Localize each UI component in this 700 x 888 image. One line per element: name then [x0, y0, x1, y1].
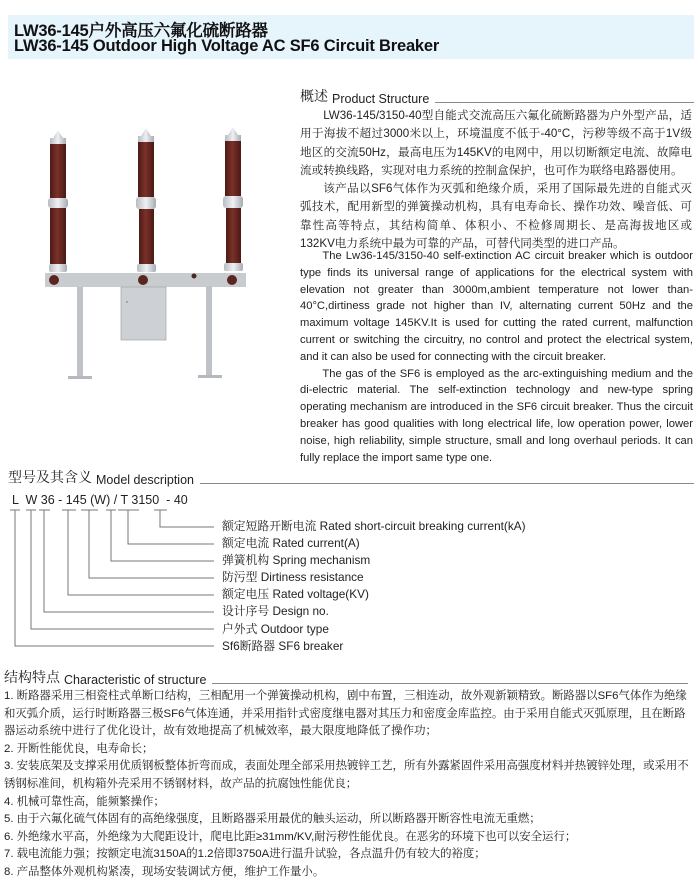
overview-text-zh	[300, 107, 692, 253]
overview-text-en	[300, 248, 693, 466]
meaning-zh: 额定电压	[222, 587, 270, 602]
heading-rule	[200, 483, 694, 484]
leader-line-breaking-current	[160, 510, 214, 527]
meaning-en: Outdoor type	[260, 621, 329, 636]
characteristics-heading-zh: 结构特点	[4, 669, 60, 685]
model-meaning-item	[222, 518, 526, 535]
code-part: 3150	[131, 493, 160, 507]
meaning-en: Design no.	[272, 604, 329, 619]
model-meaning-list	[222, 518, 526, 655]
meaning-zh: 额定电流	[222, 536, 270, 551]
overview-paragraph-zh: 该产品以SF6气体作为灭弧和绝缘介质，采用了国际最先进的自能式灭弧技术，配用新型的弹簧操动机构，具有电寿命长、操作功效、噪音低、可靠性高等特点，其结构简单、体积小、不检修周期长、是高海拔地区或132KV电力系统中最为可靠的产品，可替代同类型的进口产品。	[300, 182, 692, 251]
characteristics-heading	[4, 667, 688, 687]
page-title-en: LW36-145 Outdoor High Voltage AC SF6 Circuit Breaker	[14, 37, 440, 55]
meaning-en: Rated current(A)	[272, 536, 360, 551]
model-meaning-item	[222, 586, 526, 603]
meaning-zh: 防污型	[222, 570, 258, 585]
model-meaning-item	[222, 569, 526, 586]
meaning-zh: Sf6断路器	[222, 638, 276, 653]
heading-rule	[212, 683, 688, 684]
overview-heading	[300, 86, 694, 106]
product-image	[0, 60, 290, 390]
meaning-en: Spring mechanism	[272, 553, 371, 568]
code-part: (W)	[90, 493, 111, 507]
overview-paragraph-en: The gas of the SF6 is employed as the arc-extinguishing medium and the di-electric material. The self-extinction technology and new-type spring operating mechanism are introduced in the SF6 circuit breaker. Thus the circuit breaker has good qualities with long electrical life, low operation power, lower noise, high reliability, simple structure, small and long overhaul periods. It can fully replace the import same type one.	[300, 367, 693, 464]
code-part: 40	[173, 493, 188, 507]
code-part: -	[58, 493, 63, 507]
overview-heading-en: Product Structure	[332, 92, 430, 106]
meaning-en: SF6 breaker	[278, 638, 344, 653]
meaning-zh: 额定短路开断电流	[222, 519, 317, 533]
meaning-zh: 设计序号	[222, 604, 270, 619]
model-meaning-item	[222, 603, 526, 620]
model-meaning-item	[222, 552, 526, 569]
characteristic-item: 2. 开断性能优良，电寿命长；	[4, 742, 154, 755]
characteristics-list	[4, 688, 696, 882]
meaning-en: Dirtiness resistance	[260, 570, 364, 585]
characteristic-item: 1. 断路器采用三相瓷柱式单断口结构，三相配用一个弹簧操动机构，剧中布置，三相连动，故外观新颖精致。断路器以SF6气体作为绝缘和灭弧介质，运行时断路器三极SF6气体连通，并采用指针式密度继电器对其压力和密度金库监控。由于采用自能式灭弧原理，且在断路器运动系统中进行了优化设计，故有效地提高了机械效率，最大限度地降低了操作功；	[4, 690, 687, 738]
leader-line-outdoor	[31, 510, 214, 629]
characteristics-heading-en: Characteristic of structure	[64, 673, 207, 687]
overview-paragraph-en: The Lw36-145/3150-40 self-extinction AC circuit breaker which is outdoor type finds its universal range of applications for the electrical system with elevation not greater than 3000m,ambient temperature not lower than-40°C,dirtiness grade not higher than IV, alternating current 50Hz and the maximum voltage 145KV.It is used for cutting the rated current, malfunction current or switching the circuitry, no control and protect the electrical system, and it can also be used for connecting with the circuit breaker.	[300, 250, 693, 363]
code-part: L	[12, 493, 19, 507]
characteristic-item: 7. 载电流能力强；按额定电流3150A的1.2倍即3750A进行温升试验，各点温升仍有较大的裕度；	[4, 848, 486, 861]
pole-column-left	[48, 130, 68, 272]
model-meaning-item	[222, 535, 526, 552]
pole-column-middle	[136, 128, 156, 272]
meaning-en: Rated voltage(KV)	[272, 587, 369, 602]
code-part: 36	[40, 493, 55, 507]
mechanism-cabinet	[121, 287, 166, 340]
model-meaning-item	[222, 621, 526, 638]
characteristic-item: 5. 由于六氟化硫气体固有的高绝缘强度，且断路器采用最优的触头运动，所以断路器开断容性电流无重燃；	[4, 813, 541, 826]
code-part: -	[166, 493, 171, 507]
model-leader-lines	[0, 505, 240, 655]
meaning-zh: 弹簧机构	[222, 553, 270, 568]
overview-paragraph-zh: LW36-145/3150-40型自能式交流高压六氟化硫断路器为户外型产品，适用于海拔不超过3000米以上，环境温度不低于-40°C，污秽等级不高于1V级地区的交流50Hz，最高电压为145KV的电网中，用以切断额定电流、故障电流或转换线路，实现对电力系统的控制盒保护，也可作为联络电路器使用。	[300, 109, 692, 177]
pole-column-right	[223, 127, 243, 271]
model-meaning-item	[222, 638, 526, 655]
model-heading-zh: 型号及其含义	[8, 469, 92, 485]
heading-rule	[435, 102, 694, 103]
code-part: T	[120, 493, 128, 507]
leader-line-rated-voltage	[68, 510, 214, 595]
model-heading-en: Model description	[96, 473, 194, 487]
meaning-en: Rated short-circuit breaking current(kA)	[319, 519, 526, 533]
characteristic-item: 4. 机械可靠性高，能频繁操作；	[4, 795, 165, 808]
page-title-zh: LW36-145户外高压六氟化硫断路器	[14, 22, 268, 40]
meaning-zh: 户外式	[222, 621, 258, 636]
characteristic-item: 3. 安装底架及支撑采用优质钢板整体折弯而成，表面处理全部采用热镀锌工艺，所有外露紧固件采用高强度材料并热镀锌处理，或采用不锈钢标准间，机构箱外壳采用不锈钢材料，故产品的抗腐蚀性能优良；	[4, 760, 689, 790]
model-heading	[8, 467, 694, 487]
overview-heading-zh: 概述	[300, 88, 328, 104]
code-part: /	[113, 493, 118, 507]
code-part: W	[25, 493, 38, 507]
characteristic-item: 6. 外绝缘水平高，外绝缘为大爬距设计，爬电比距≥31mm/KV,耐污秽性能优良。在恶劣的环境下也可以安全运行；	[4, 830, 577, 843]
characteristic-item: 8. 产品整体外观机构紧凑，现场安装调试方便，维护工作量小。	[4, 865, 325, 878]
code-part: 145	[65, 493, 87, 507]
leader-line-spring-mechanism	[111, 510, 214, 561]
